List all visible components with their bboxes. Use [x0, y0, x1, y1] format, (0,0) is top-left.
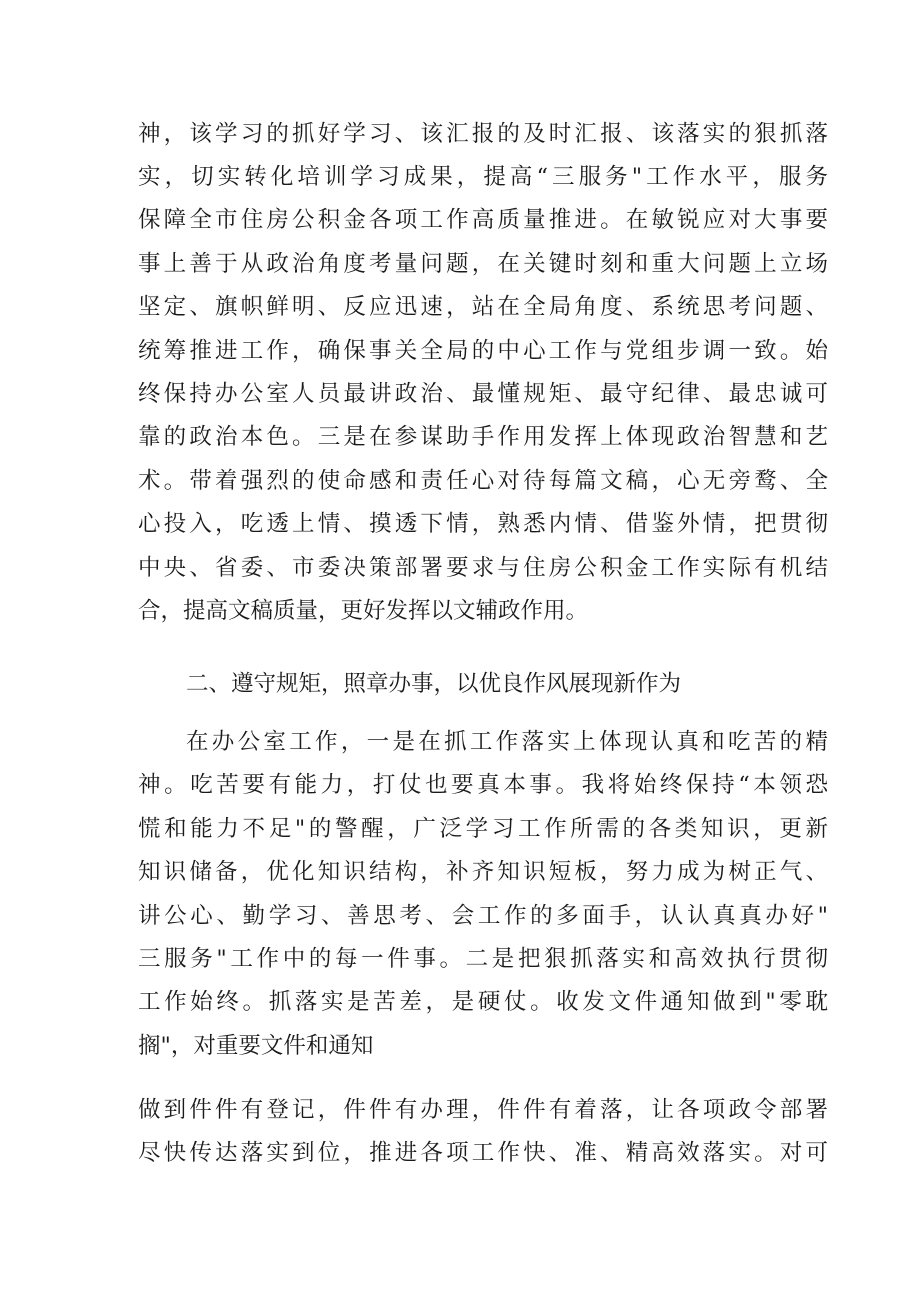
paragraph-line: 统筹推进工作，确保事关全局的中心工作与党组步调一致。始 — [138, 338, 828, 364]
paragraph-line: 实，切实转化培训学习成果，提高“三服务"工作水平，服务 — [138, 164, 828, 190]
paragraph-line: 合，提高文稿质量，更好发挥以文辅政作用。 — [138, 598, 589, 624]
paragraph-line: 靠的政治本色。三是在参谋助手作用发挥上体现政治智慧和艺 — [138, 424, 828, 450]
paragraph-line: 保障全市住房公积金各项工作高质量推进。在敏锐应对大事要 — [138, 207, 828, 233]
paragraph-line: 神，该学习的抓好学习、该汇报的及时汇报、该落实的狠抓落 — [138, 121, 828, 147]
paragraph-line: 搁"，对重要文件和通知 — [138, 1033, 374, 1059]
paragraph-line: 知识储备，优化知识结构，补齐知识短板，努力成为树正气、 — [138, 859, 828, 885]
paragraph-line: 尽快传达落实到位，推进各项工作快、准、精高效落实。对可 — [138, 1140, 828, 1166]
paragraph-line: 坚定、旗帜鲜明、反应迅速，站在全局角度、系统思考问题、 — [138, 294, 828, 320]
paragraph-line: 中央、省委、市委决策部署要求与住房公积金工作实际有机结 — [138, 555, 828, 581]
paragraph-line: 做到件件有登记，件件有办理，件件有着落，让各项政令部署 — [138, 1097, 828, 1123]
paragraph-line: 术。带着强烈的使命感和责任心对待每篇文稿，心无旁鹜、全 — [138, 468, 828, 494]
paragraph-line: 慌和能力不足"的警醒，广泛学习工作所需的各类知识，更新 — [138, 816, 828, 842]
paragraph-line: 三服务"工作中的每一件事。二是把狠抓落实和高效执行贯彻 — [138, 946, 828, 972]
section-heading: 二、遵守规矩，照章办事，以优良作风展现新作为 — [186, 671, 682, 697]
paragraph-line: 神。吃苦要有能力，打仗也要真本事。我将始终保持“本领恐 — [138, 772, 828, 798]
paragraph-line: 心投入，吃透上情、摸透下情，熟悉内情、借鉴外情，把贯彻 — [138, 511, 828, 537]
paragraph-line: 工作始终。抓落实是苦差，是硬仗。收发文件通知做到"零耽 — [138, 989, 828, 1015]
paragraph-line: 事上善于从政治角度考量问题，在关键时刻和重大问题上立场 — [138, 251, 828, 277]
paragraph-line: 在办公室工作，一是在抓工作落实上体现认真和吃苦的精 — [186, 729, 828, 755]
paragraph-line: 讲公心、勤学习、善思考、会工作的多面手，认认真真办好" — [138, 903, 828, 929]
paragraph-line: 终保持办公室人员最讲政治、最懂规矩、最守纪律、最忠诚可 — [138, 381, 828, 407]
